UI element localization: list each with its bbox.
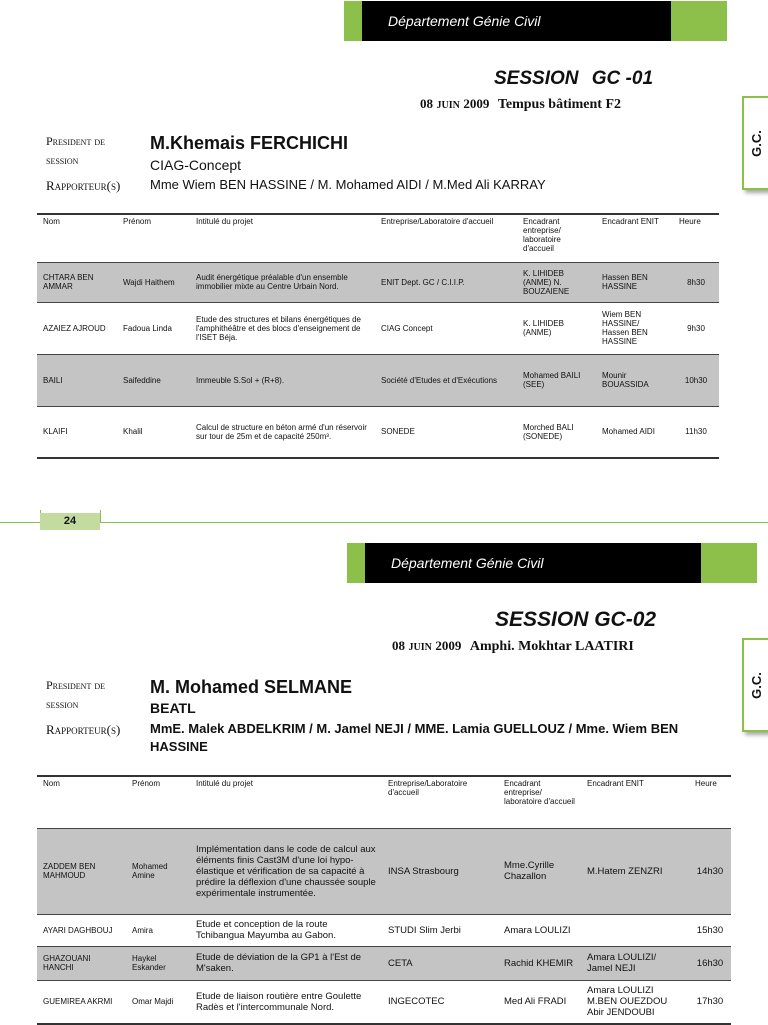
president-name: M.Khemais FERCHICHI xyxy=(150,133,349,153)
cell-entreprise: SONEDE xyxy=(381,427,415,437)
table-row xyxy=(37,946,731,980)
cell-heure: 16h30 xyxy=(696,957,724,969)
header-heure: Heure xyxy=(695,779,717,788)
table-header-row xyxy=(37,776,731,828)
header-encadrant-enit: Encadrant ENIT xyxy=(602,217,659,226)
banner-accent xyxy=(347,543,365,583)
session-date-day: 08 xyxy=(420,96,433,111)
session-title xyxy=(494,68,653,90)
cell-encadrant-entreprise: K. LIHIDEB (ANME) xyxy=(523,319,564,337)
cell-prenom: Khalil xyxy=(123,427,143,437)
cell-prenom: Mohamed Amine xyxy=(132,862,168,880)
table-row xyxy=(37,262,719,302)
cell-entreprise: INSA Strasbourg xyxy=(388,865,459,877)
cell-encadrant-enit: Amara LOULIZI M.BEN OUEZDOU Abir JENDOUBI xyxy=(587,985,668,1019)
cell-nom: CHTARA BEN AMMAR xyxy=(43,273,94,291)
department-banner xyxy=(344,1,727,41)
cell-projet: Audit énergétique préalable d'un ensemble immobilier mixte au Centre Urbain Nord. xyxy=(196,273,348,291)
president-label-line2: session xyxy=(46,697,79,711)
session-location: Amphi. Mokhtar LAATIRI xyxy=(469,639,634,654)
cell-entreprise: ENIT Dept. GC / C.I.I.P. xyxy=(381,277,465,287)
rapporteur-label: Rapporteur(s) xyxy=(46,178,121,193)
header-nom: Nom xyxy=(43,217,60,226)
table-row xyxy=(37,828,731,914)
header-encadrant-enit: Encadrant ENIT xyxy=(587,779,644,788)
page-divider xyxy=(0,522,40,523)
cell-entreprise: Société d'Etudes et d'Exécutions xyxy=(381,375,498,385)
cell-encadrant-entreprise: Mohamed BAILI (SEE) xyxy=(523,371,581,389)
cell-encadrant-entreprise: Morched BALI (SONEDE) xyxy=(523,422,574,441)
header-encadrant-entreprise: Encadrant entreprise/ laboratoire d'accueil xyxy=(523,217,561,253)
schedule-table xyxy=(37,775,731,1025)
cell-nom: KLAIFI xyxy=(43,427,68,437)
cell-heure: 15h30 xyxy=(696,924,724,936)
cell-encadrant-entreprise: Med Ali FRADI xyxy=(504,996,567,1008)
cell-prenom: Haykel Eskander xyxy=(132,954,166,972)
session-info xyxy=(46,132,726,202)
section-tab-label: G.C. xyxy=(748,671,764,699)
session-info xyxy=(46,676,726,760)
department-title: Département Génie Civil xyxy=(362,1,671,41)
cell-encadrant-entreprise: Rachid KHEMIR xyxy=(504,957,574,969)
cell-projet: Calcul de structure en béton armé d'un réservoir sur tour de 25m et de capacité 250m³. xyxy=(196,422,367,441)
rapporteur-label: Rapporteur(s) xyxy=(46,722,121,737)
session-date-month: JUIN xyxy=(408,642,432,653)
cell-nom: ZADDEM BEN MAHMOUD xyxy=(43,862,96,880)
schedule-table xyxy=(37,213,719,459)
cell-entreprise: CIAG Concept xyxy=(381,323,433,333)
header-entreprise: Entreprise/Laboratoire d'accueil xyxy=(388,779,468,797)
banner-accent xyxy=(701,543,757,583)
header-heure: Heure xyxy=(679,217,701,226)
department-banner xyxy=(347,543,757,583)
cell-prenom: Saifeddine xyxy=(123,375,161,385)
rapporteurs: Mme Wiem BEN HASSINE / M. Mohamed AIDI / M.Med Ali KARRAY xyxy=(150,177,546,192)
cell-projet: Etude et conception de la route Tchibangua Mayumba au Gabon. xyxy=(196,919,336,941)
cell-encadrant-enit: Mounir BOUASSIDA xyxy=(602,371,649,389)
cell-entreprise: STUDI Slim Jerbi xyxy=(388,924,461,936)
session-date-location xyxy=(420,96,621,113)
president-organisation: BEATL xyxy=(150,700,196,716)
president-label-line2: session xyxy=(46,153,79,167)
table-row xyxy=(37,354,719,406)
cell-heure: 10h30 xyxy=(684,375,708,385)
session-location: Tempus bâtiment F2 xyxy=(497,97,622,112)
cell-projet: Implémentation dans le code de calcul aux éléments finis Cast3M d'une loi hypo-élastique et vérification de sa capacité à prédire la déflexion d'une chaussée souple expérimentale instrumentée. xyxy=(196,843,376,899)
section-tab xyxy=(742,638,768,732)
cell-nom: AYARI DAGHBOUJ xyxy=(43,925,113,935)
session-date-year: 2009 xyxy=(435,638,462,653)
cell-nom: GHAZOUANI HANCHI xyxy=(43,954,91,972)
header-prenom: Prénom xyxy=(123,217,152,226)
cell-heure: 17h30 xyxy=(696,996,724,1008)
president-label xyxy=(46,132,105,170)
cell-projet: Etude de liaison routière entre Goulette Radès et l'intercommunale Nord. xyxy=(196,990,362,1013)
header-nom: Nom xyxy=(43,779,60,788)
cell-encadrant-entreprise: Amara LOULIZI xyxy=(504,924,571,936)
cell-heure: 9h30 xyxy=(687,323,705,333)
session-date-month: JUIN xyxy=(436,100,460,111)
header-prenom: Prénom xyxy=(132,779,161,788)
cell-nom: GUEMIREA AKRMI xyxy=(43,997,113,1007)
president-label xyxy=(46,676,105,714)
president-organisation: CIAG-Concept xyxy=(150,157,242,173)
cell-encadrant-enit: Mohamed AIDI xyxy=(602,427,655,437)
section-tab-label: G.C. xyxy=(748,129,764,157)
president-label-line1: President de xyxy=(46,134,106,148)
cell-entreprise: CETA xyxy=(388,957,413,969)
cell-entreprise: INGECOTEC xyxy=(388,996,445,1008)
table-row xyxy=(37,406,719,458)
banner-accent xyxy=(344,1,362,41)
cell-projet: Etude de déviation de la GP1 à l'Est de M'saken. xyxy=(196,952,362,974)
session-code: GC-02 xyxy=(594,608,657,631)
header-projet: Intitulé du projet xyxy=(196,217,253,226)
cell-heure: 14h30 xyxy=(696,865,724,877)
cell-encadrant-enit: Wiem BEN HASSINE/ Hassen BEN HASSINE xyxy=(602,310,648,346)
session-date-location xyxy=(392,638,634,655)
banner-accent xyxy=(671,1,727,41)
page-number: 24 xyxy=(40,513,100,530)
rapporteurs-line1: MmE. Malek ABDELKRIM / M. Jamel NEJI / MME. Lamia GUELLOUZ / Mme. Wiem BEN xyxy=(150,721,679,736)
header-entreprise: Entreprise/Laboratoire d'accueil xyxy=(381,217,494,226)
rapporteurs-line2: HASSINE xyxy=(150,739,208,754)
cell-encadrant-entreprise: Mme.Cyrille Chazallon xyxy=(504,860,555,882)
table-row xyxy=(37,914,731,946)
cell-encadrant-enit xyxy=(581,914,689,946)
cell-projet: Etude des structures et bilans énergétiques de l'amphithéâtre et des blocs d'enseignement de l'ISET Béja. xyxy=(196,314,361,342)
cell-projet: Immeuble S.Sol + (R+8). xyxy=(196,375,285,385)
session-code: GC -01 xyxy=(591,68,654,89)
session-title xyxy=(495,608,656,632)
department-title: Département Génie Civil xyxy=(365,543,701,583)
session-word: SESSION xyxy=(494,68,579,89)
cell-prenom: Fadoua Linda xyxy=(123,323,172,333)
section-tab xyxy=(742,96,768,190)
cell-prenom: Omar Majdi xyxy=(132,997,174,1007)
president-label-line1: President de xyxy=(46,678,106,692)
table-header-row xyxy=(37,214,719,262)
table-row xyxy=(37,980,731,1024)
cell-heure: 8h30 xyxy=(687,277,705,287)
session-date-year: 2009 xyxy=(463,96,490,111)
session-word: SESSION xyxy=(495,608,589,631)
cell-nom: BAILI xyxy=(43,375,63,385)
cell-encadrant-enit: Amara LOULIZI/ Jamel NEJI xyxy=(587,952,657,974)
president-name: M. Mohamed SELMANE xyxy=(150,677,353,697)
header-encadrant-entreprise: Encadrant entreprise/ laboratoire d'accueil xyxy=(504,779,575,806)
cell-encadrant-enit: Hassen BEN HASSINE xyxy=(602,273,648,291)
header-projet: Intitulé du projet xyxy=(196,779,253,788)
cell-prenom: Wajdi Haithem xyxy=(123,277,175,287)
table-row xyxy=(37,302,719,354)
cell-prenom: Amira xyxy=(132,925,153,935)
cell-encadrant-entreprise: K. LIHIDEB (ANME) N. BOUZAIENE xyxy=(523,268,570,296)
cell-encadrant-enit: M.Hatem ZENZRI xyxy=(587,865,663,877)
page-divider xyxy=(100,522,768,523)
session-date-day: 08 xyxy=(392,638,405,653)
cell-nom: AZAIEZ AJROUD xyxy=(43,323,106,333)
cell-heure: 11h30 xyxy=(685,427,707,437)
